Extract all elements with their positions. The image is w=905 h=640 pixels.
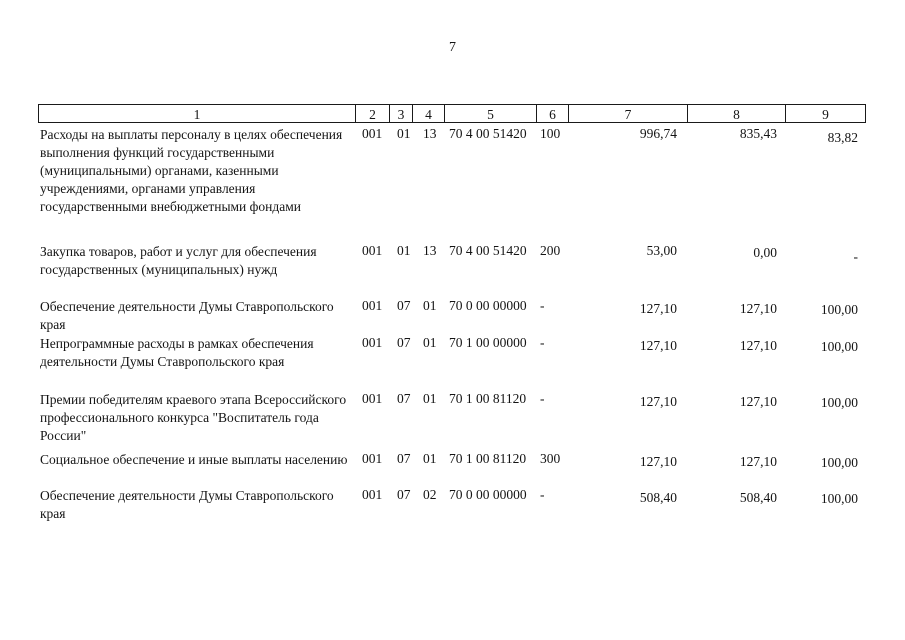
column-header-2: 2	[355, 104, 390, 123]
row-value-7: 996,74	[639, 126, 677, 141]
row-code-5: 70 4 00 51420	[449, 126, 527, 141]
row-code-4: 02	[423, 487, 437, 502]
row-name: Социальное обеспечение и иные выплаты населению	[40, 452, 348, 467]
row-code-6: -	[540, 335, 545, 350]
row-code-5: 70 0 00 00000	[449, 487, 527, 502]
row-code-5: 70 1 00 00000	[449, 335, 527, 350]
row-code-2: 001	[362, 391, 383, 406]
row-code-2: 001	[362, 451, 383, 466]
row-code-6: -	[540, 298, 545, 313]
column-header-1: 1	[38, 104, 356, 123]
row-name: Премии победителям краевого этапа Всероссийского профессионального конкурса "Воспитатель года России"	[40, 392, 347, 443]
row-name: Обеспечение деятельности Думы Ставропольского края	[40, 488, 334, 521]
row-code-4: 01	[423, 298, 437, 313]
row-value-8: 127,10	[739, 301, 777, 316]
row-value-9: 83,82	[827, 130, 858, 145]
row-value-9: 100,00	[820, 455, 858, 470]
column-header-9: 9	[785, 104, 866, 123]
row-code-6: 100	[540, 126, 561, 141]
row-code-2: 001	[362, 335, 383, 350]
row-value-9: 100,00	[820, 339, 858, 354]
row-code-2: 001	[362, 487, 383, 502]
row-code-3: 07	[397, 487, 411, 502]
row-code-4: 01	[423, 451, 437, 466]
row-value-8: 0,00	[753, 245, 777, 260]
row-value-7: 508,40	[639, 490, 677, 505]
row-code-5: 70 0 00 00000	[449, 298, 527, 313]
column-header-6: 6	[536, 104, 569, 123]
row-code-3: 07	[397, 298, 411, 313]
row-name: Закупка товаров, работ и услуг для обеспечения государственных (муниципальных) нужд	[40, 244, 317, 277]
row-value-9: 100,00	[820, 302, 858, 317]
row-value-9: 100,00	[820, 395, 858, 410]
row-value-7: 127,10	[639, 454, 677, 469]
row-code-2: 001	[362, 126, 383, 141]
row-code-4: 13	[423, 243, 437, 258]
row-value-8: 508,40	[739, 490, 777, 505]
row-code-3: 07	[397, 335, 411, 350]
row-code-3: 07	[397, 451, 411, 466]
column-header-4: 4	[412, 104, 445, 123]
row-code-2: 001	[362, 298, 383, 313]
column-header-7: 7	[568, 104, 688, 123]
row-code-3: 01	[397, 126, 411, 141]
row-value-8: 127,10	[739, 394, 777, 409]
row-code-4: 13	[423, 126, 437, 141]
row-code-5: 70 1 00 81120	[449, 391, 527, 406]
row-name: Непрограммные расходы в рамках обеспечения деятельности Думы Ставропольского края	[40, 336, 314, 369]
row-value-7: 127,10	[639, 394, 677, 409]
row-value-8: 127,10	[739, 338, 777, 353]
column-header-5: 5	[444, 104, 537, 123]
row-code-3: 07	[397, 391, 411, 406]
column-header-3: 3	[389, 104, 413, 123]
row-code-4: 01	[423, 391, 437, 406]
row-code-6: 200	[540, 243, 561, 258]
page-number: 7	[449, 40, 456, 55]
column-header-8: 8	[687, 104, 786, 123]
row-code-5: 70 1 00 81120	[449, 451, 527, 466]
row-name: Обеспечение деятельности Думы Ставропольского края	[40, 299, 334, 332]
row-code-6: -	[540, 391, 545, 406]
row-value-7: 53,00	[646, 243, 677, 258]
row-value-8: 835,43	[739, 126, 777, 141]
row-code-5: 70 4 00 51420	[449, 243, 527, 258]
row-code-3: 01	[397, 243, 411, 258]
row-value-7: 127,10	[639, 301, 677, 316]
row-code-6: 300	[540, 451, 561, 466]
row-value-7: 127,10	[639, 338, 677, 353]
row-value-9: -	[853, 249, 858, 264]
row-value-9: 100,00	[820, 491, 858, 506]
row-code-2: 001	[362, 243, 383, 258]
row-name: Расходы на выплаты персоналу в целях обеспечения выполнения функций государственными (муниципальными) органами, казенными учреждениями, органами управления государственными внебюджетными фондами	[40, 127, 343, 214]
row-code-4: 01	[423, 335, 437, 350]
row-code-6: -	[540, 487, 545, 502]
row-value-8: 127,10	[739, 454, 777, 469]
